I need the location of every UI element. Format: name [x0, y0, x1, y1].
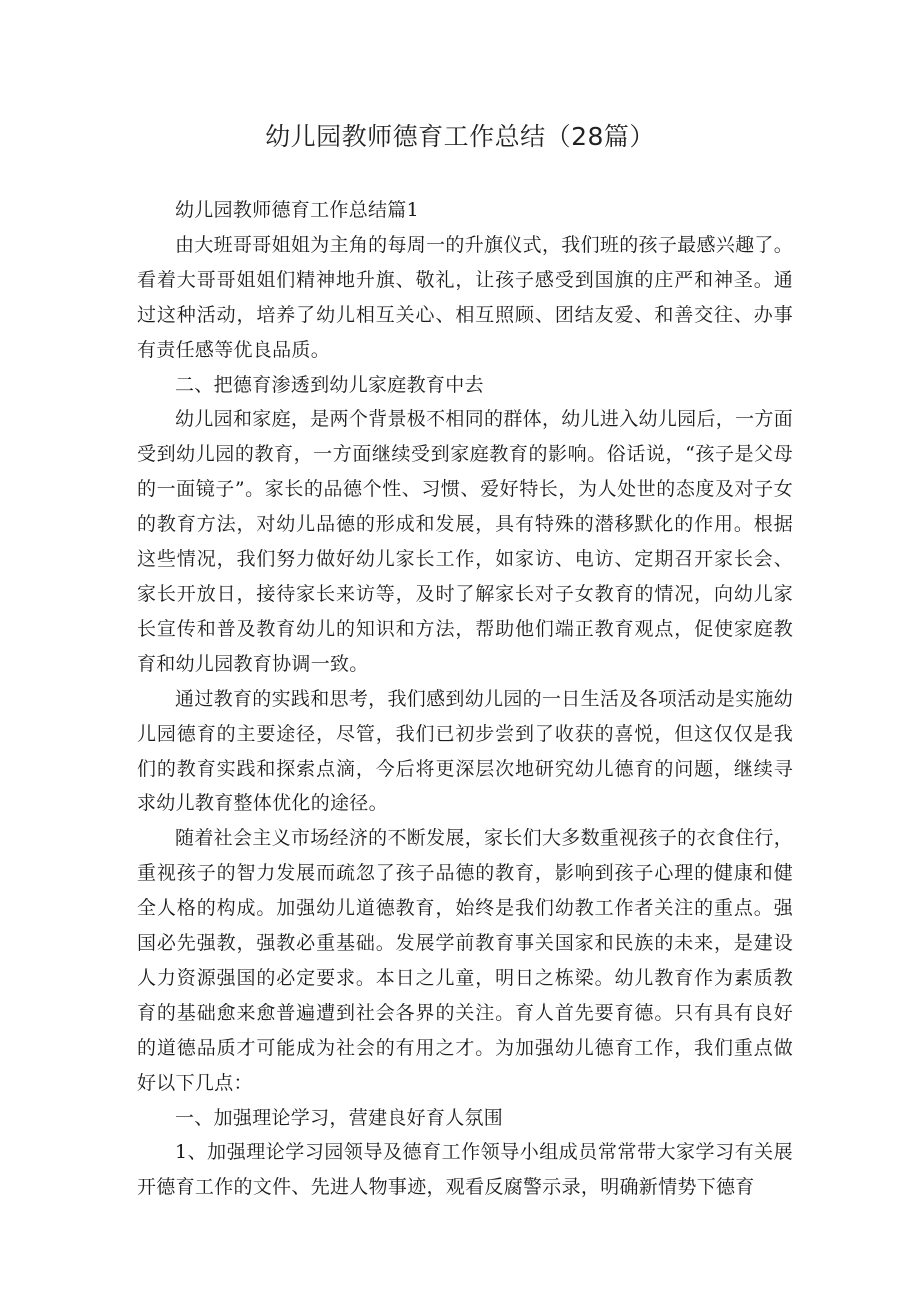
document-title: 幼儿园教师德育工作总结（28篇）: [265, 122, 655, 151]
body-paragraph: 幼儿园和家庭，是两个背景极不相同的群体，幼儿进入幼儿园后，一方面受到幼儿园的教育，一方面继续受到家庭教育的影响。俗话说，“孩子是父母的一面镜子”。家长的品德个性、习惯、爱好特长，为人处世的态度及对子女的教育方法，对幼儿品德的形成和发展，具有特殊的潜移默化的作用。根据这些情况，我们努力做好幼儿家长工作，如家访、电访、定期召开家长会、家长开放日，接待家长来访等，及时了解家长对子女教育的情况，向幼儿家长宣传和普及教育幼儿的知识和方法，帮助他们端正教育观点，促使家庭教育和幼儿园教育协调一致。: [137, 408, 793, 675]
body-paragraph: 1、加强理论学习园领导及德育工作领导小组成员常常带大家学习有关展开德育工作的文件、先进人物事迹，观看反腐警示录，明确新情势下德育: [137, 1141, 793, 1199]
body-paragraph: 随着社会主义市场经济的不断发展，家长们大多数重视孩子的衣食住行，重视孩子的智力发展而疏忽了孩子品德的教育，影响到孩子心理的健康和健全人格的构成。加强幼儿道德教育，始终是我们幼教工作者关注的重点。强国必先强教，强教必重基础。发展学前教育事关国家和民族的未来，是建设人力资源强国的必定要求。本日之儿童，明日之栋梁。幼儿教育作为素质教育的基础愈来愈普遍遭到社会各界的关注。育人首先要育德。只有具有良好的道德品质才可能成为社会的有用之才。为加强幼儿德育工作，我们重点做好以下几点：: [137, 827, 793, 1094]
section-heading: 一、加强理论学习，营建良好育人氛围: [175, 1106, 504, 1129]
section-heading: 幼儿园教师德育工作总结篇1: [175, 199, 419, 221]
section-heading: 二、把德育渗透到幼儿家庭教育中去: [175, 373, 484, 396]
body-paragraph: 通过教育的实践和思考，我们感到幼儿园的一日生活及各项活动是实施幼儿园德育的主要途径，尽管，我们已初步尝到了收获的喜悦，但这仅仅是我们的教育实践和探索点滴，今后将更深层次地研究幼儿德育的问题，继续寻求幼儿教育整体优化的途径。: [137, 687, 793, 815]
body-paragraph: 由大班哥哥姐姐为主角的每周一的升旗仪式，我们班的孩子最感兴趣了。看着大哥哥姐姐们精神地升旗、敬礼，让孩子感受到国旗的庄严和神圣。通过这种活动，培养了幼儿相互关心、相互照顾、团结友爱、和善交往、办事有责任感等优良品质。: [137, 233, 793, 361]
document-body: [137, 193, 793, 1205]
